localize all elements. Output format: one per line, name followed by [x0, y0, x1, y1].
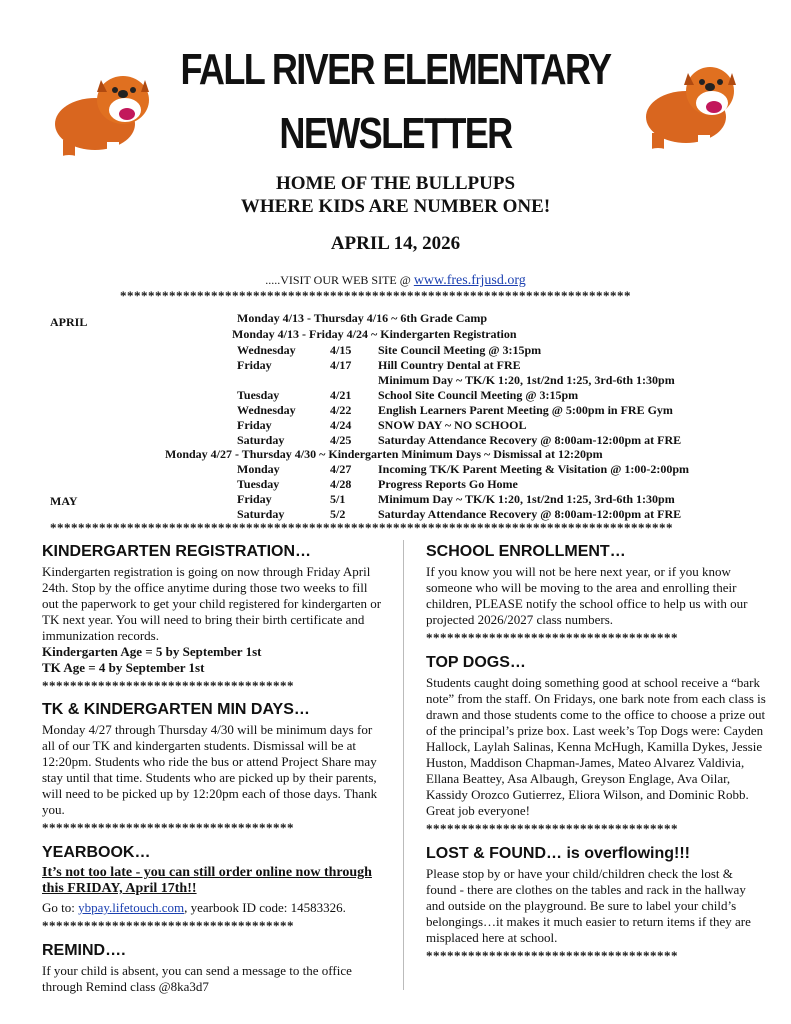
right-column	[426, 543, 766, 964]
kinder-age: Kindergarten Age = 5 by September 1st	[42, 644, 262, 659]
calendar-header-2: Monday 4/13 - Friday 4/24 ~ Kindergarten Registration	[232, 327, 517, 341]
divider-stars: ************************************	[42, 918, 294, 933]
divider-stars-mid: *****************************************************************************************	[50, 520, 673, 535]
kinder-registration-body: Kindergarten registration is going on now through Friday April 24th. Stop by the office anytime during those two weeks to fill out the paperwork to get your child registered for kindergarten or TK next year. You will need to bring their birth certificate and immunization records.	[42, 564, 382, 643]
calendar-month-april: APRIL	[50, 315, 88, 329]
remind-heading: REMIND….	[42, 942, 126, 959]
enrollment-body: If you know you will not be here next year, or if you know someone who will be moving to the area and enrolling their children, PLEASE notify the school office to help us with our projected 2026/2027 class numbers.	[426, 564, 748, 627]
subtitle-line-1: HOME OF THE BULLPUPS	[275, 173, 516, 194]
calendar-month-may: MAY	[50, 494, 78, 508]
website-line	[0, 273, 791, 289]
newsletter-date: APRIL 14, 2026	[330, 233, 461, 254]
yearbook-heading: YEARBOOK…	[42, 844, 151, 861]
top-dogs-body: Students caught doing something good at school receive a “bark note” from the staff. On Fridays, one bark note from each class is drawn and those students come to the office to choose a prize out of the principal’s prize box. Last week’s Top Dogs were: Cayden Hallock, Laylah Salinas, Kenna McHugh, Kamilla Dykes, Jessie Huston, Maddison Chapman-James, Mateo Alvarez Valdivia, Ellana Beattey, Asa Albaugh, Greyson Englage, Ava Oilar, Kassidy Orozco Gutierrez, Eliora Wilson, and Dominic Robb. Great job everyone!	[426, 675, 766, 818]
divider-stars: ************************************	[426, 821, 678, 836]
title-line-1: FALL RIVER ELEMENTARY	[180, 45, 611, 94]
lost-found-body: Please stop by or have your child/children check the lost & found - there are clothes on the tables and rack in the hallway and outside on the playground. Be sure to label your child’s belongings…it makes it much easier to return items if they are misplaced here at school.	[426, 866, 751, 945]
yearbook-goto: Go to: ybpay.lifetouch.com, yearbook ID code: 14583326.	[42, 900, 346, 915]
left-column	[42, 543, 387, 995]
remind-body: If your child is absent, you can send a message to the office through Remind class @8ka3d7	[42, 963, 352, 994]
calendar-header-3: Monday 4/27 - Thursday 4/30 ~ Kindergarten Minimum Days ~ Dismissal at 12:20pm	[165, 447, 603, 461]
min-days-heading: TK & KINDERGARTEN MIN DAYS…	[42, 701, 310, 718]
lost-found-heading: LOST & FOUND… is overflowing!!!	[426, 845, 690, 862]
divider-stars: ************************************	[426, 948, 678, 963]
divider-stars: ************************************	[42, 678, 294, 693]
column-divider	[403, 540, 404, 990]
divider-stars: ************************************	[42, 820, 294, 835]
divider-stars: ************************************	[426, 630, 678, 645]
min-days-body: Monday 4/27 through Thursday 4/30 will be minimum days for all of our TK and kindergarten students. Dismissal will be at 12:20pm. Students who ride the bus or attend Project Share may stay until that time. Students who are picked up by their parents, will need to be picked up by 12:20pm each of those days. Thank you.	[42, 722, 378, 817]
website-prefix: .....VISIT OUR WEB SITE @	[265, 273, 414, 287]
title-line-2: NEWSLETTER	[279, 109, 512, 158]
website-link[interactable]: www.fres.frjusd.org	[413, 273, 526, 288]
calendar-header-1: Monday 4/13 - Thursday 4/16 ~ 6th Grade Camp	[237, 311, 488, 325]
subtitle-line-2: WHERE KIDS ARE NUMBER ONE!	[240, 196, 551, 217]
enrollment-heading: SCHOOL ENROLLMENT…	[426, 543, 626, 560]
top-dogs-heading: TOP DOGS…	[426, 654, 526, 671]
yearbook-link[interactable]: ybpay.lifetouch.com	[78, 900, 185, 915]
tk-age: TK Age = 4 by September 1st	[42, 660, 205, 675]
yearbook-notice: It’s not too late - you can still order online now through this FRIDAY, April 17th!!	[42, 865, 372, 896]
divider-stars-top: *************************************************************************	[120, 288, 631, 303]
kinder-registration-heading: KINDERGARTEN REGISTRATION…	[42, 543, 312, 560]
